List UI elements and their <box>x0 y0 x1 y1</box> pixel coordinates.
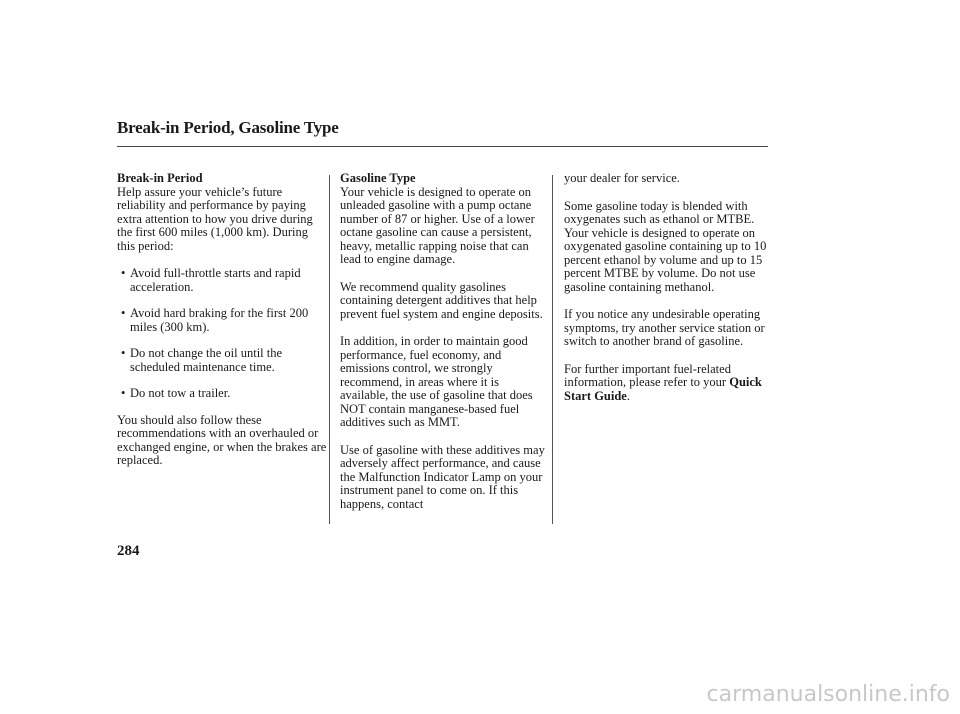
bullet-icon: • <box>121 266 126 280</box>
quick-start-guide-reference: Quick Start Guide <box>564 375 762 403</box>
break-in-intro: Help assure your vehicle’s future reliability and performance by paying extra attention to how you drive during the first 600 miles (1,000 km). During this period: <box>117 184 313 253</box>
gasoline-continued-column <box>564 172 769 403</box>
page-title: Break-in Period, Gasoline Type <box>117 118 339 137</box>
list-item-text: Do not tow a trailer. <box>130 386 231 400</box>
gasoline-paragraph: We recommend quality gasolines containing detergent additives that help prevent fuel system and engine deposits. <box>340 279 543 321</box>
gasoline-paragraph: Use of gasoline with these additives may adversely affect performance, and cause the Malfunction Indicator Lamp on your instrument panel to come on. If this happens, contact <box>340 442 545 511</box>
bullet-icon: • <box>121 306 126 320</box>
list-item-text: Do not change the oil until the scheduled maintenance time. <box>130 346 283 374</box>
list-item <box>121 347 329 374</box>
list-item-text: Avoid full-throttle starts and rapid acceleration. <box>130 266 301 294</box>
list-item-text: Avoid hard braking for the first 200 miles (300 km). <box>130 306 309 334</box>
page-number: 284 <box>117 543 140 559</box>
gasoline-column <box>340 172 550 511</box>
bullet-icon: • <box>121 386 126 400</box>
list-item <box>121 267 329 294</box>
gasoline-paragraph: If you notice any undesirable operating symptoms, try another service station or switch to another brand of gasoline. <box>564 307 765 348</box>
reference-text: For further important fuel-related information, please refer to your <box>564 361 731 389</box>
gasoline-paragraph: Some gasoline today is blended with oxygenates such as ethanol or MTBE. Your vehicle is designed to operate on oxygenated gasoline containing up to 10 percent ethanol by volume and up to 15 percent MTBE by volume. Do not use gasoline containing methanol. <box>564 198 767 294</box>
break-in-column <box>117 172 329 468</box>
gasoline-paragraph: Your vehicle is designed to operate on unleaded gasoline with a pump octane number of 87 or higher. Use of a lower octane gasoline can cause a persistent, heavy, metallic rapping noise that can lead to engine damage. <box>340 184 535 266</box>
list-item <box>121 387 329 401</box>
bullet-icon: • <box>121 346 126 360</box>
reference-period: . <box>626 388 630 403</box>
gasoline-paragraph-reference <box>564 363 769 404</box>
gasoline-heading: Gasoline Type <box>340 171 416 185</box>
break-in-heading: Break-in Period <box>117 171 203 185</box>
list-item <box>121 307 329 334</box>
gasoline-paragraph: your dealer for service. <box>564 171 680 185</box>
gasoline-paragraph: In addition, in order to maintain good performance, fuel economy, and emissions control, we strongly recommend, in areas where it is available, the use of gasoline that does NOT contain manganese-based fuel additives such as MMT. <box>340 334 533 429</box>
column-divider-2 <box>552 175 553 524</box>
watermark: carmanualsonline.info <box>706 682 950 707</box>
break-in-closing: You should also follow these recommendations with an overhauled or exchanged engine, or when the brakes are replaced. <box>117 412 327 467</box>
title-divider <box>117 146 768 147</box>
column-divider-1 <box>329 175 330 524</box>
